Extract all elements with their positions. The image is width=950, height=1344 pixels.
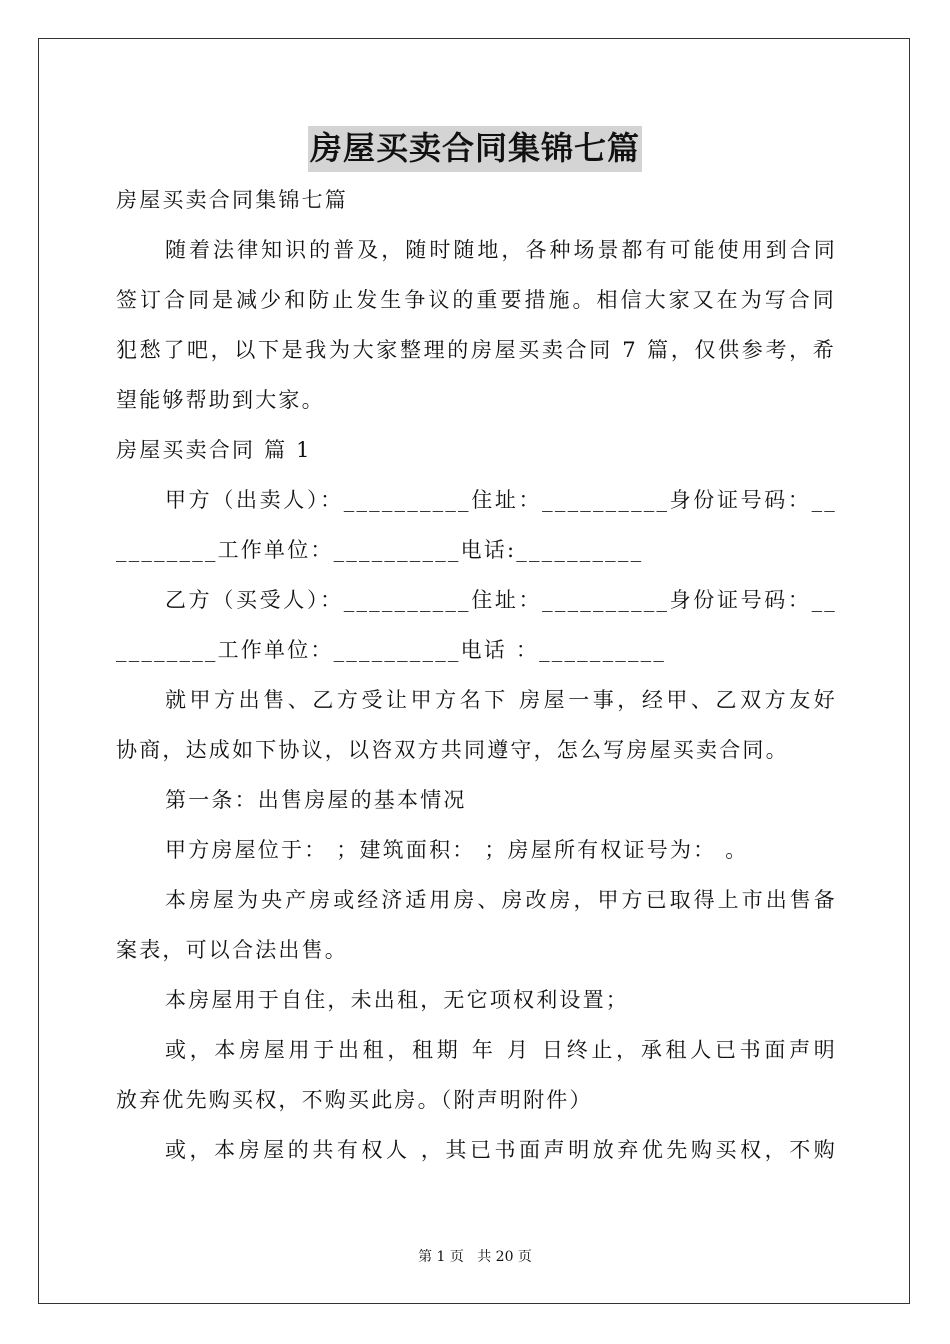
document-title: 房屋买卖合同集锦七篇 [308,126,642,172]
paragraph-line: 甲方（出卖人）：__________住址：__________身份证号码：__ [165,488,837,512]
page-frame [38,38,910,1304]
paragraph-line: 随着法律知识的普及，随时随地，各种场景都有可能使用到合同 [165,238,837,262]
paragraph-line: 本房屋为央产房或经济适用房、房改房，甲方已取得上市出售备 [165,888,837,912]
paragraph-line: 或，本房屋用于出租，租期 年 月 日终止，承租人已书面声明 [165,1038,837,1062]
paragraph-line: 案表，可以合法出售。 [116,938,348,962]
title-area [0,126,950,172]
paragraph-line: ________工作单位：__________电话 ：__________ [116,638,667,662]
paragraph-line: 就甲方出售、乙方受让甲方名下 房屋一事，经甲、乙双方友好 [165,688,837,712]
paragraph-line: 协商，达成如下协议，以咨双方共同遵守，怎么写房屋买卖合同。 [116,738,789,762]
paragraph-line: 或，本房屋的共有权人 ，其已书面声明放弃优先购买权，不购 [165,1138,837,1162]
paragraph-line: 乙方（买受人）：__________住址：__________身份证号码：__ [165,588,837,612]
article-heading: 第一条：出售房屋的基本情况 [165,788,467,812]
paragraph-line: 犯愁了吧，以下是我为大家整理的房屋买卖合同 7 篇，仅供参考，希 [116,338,836,362]
paragraph-line: ________工作单位：__________电话:__________ [116,538,644,562]
page-number: 第 1 页 共 20 页 [418,1249,532,1265]
paragraph-line: 望能够帮助到大家。 [116,388,325,412]
paragraph-line: 甲方房屋位于： ；建筑面积： ；房屋所有权证号为： 。 [165,838,749,862]
subtitle-line: 房屋买卖合同集锦七篇 [116,188,348,212]
paragraph-line: 本房屋用于自住，未出租，无它项权利设置； [165,988,629,1012]
paragraph-line: 签订合同是减少和防止发生争议的重要措施。相信大家又在为写合同 [116,288,836,312]
section-heading: 房屋买卖合同 篇 1 [116,438,312,462]
paragraph-line: 放弃优先购买权，不购买此房。（附声明附件） [116,1088,593,1112]
